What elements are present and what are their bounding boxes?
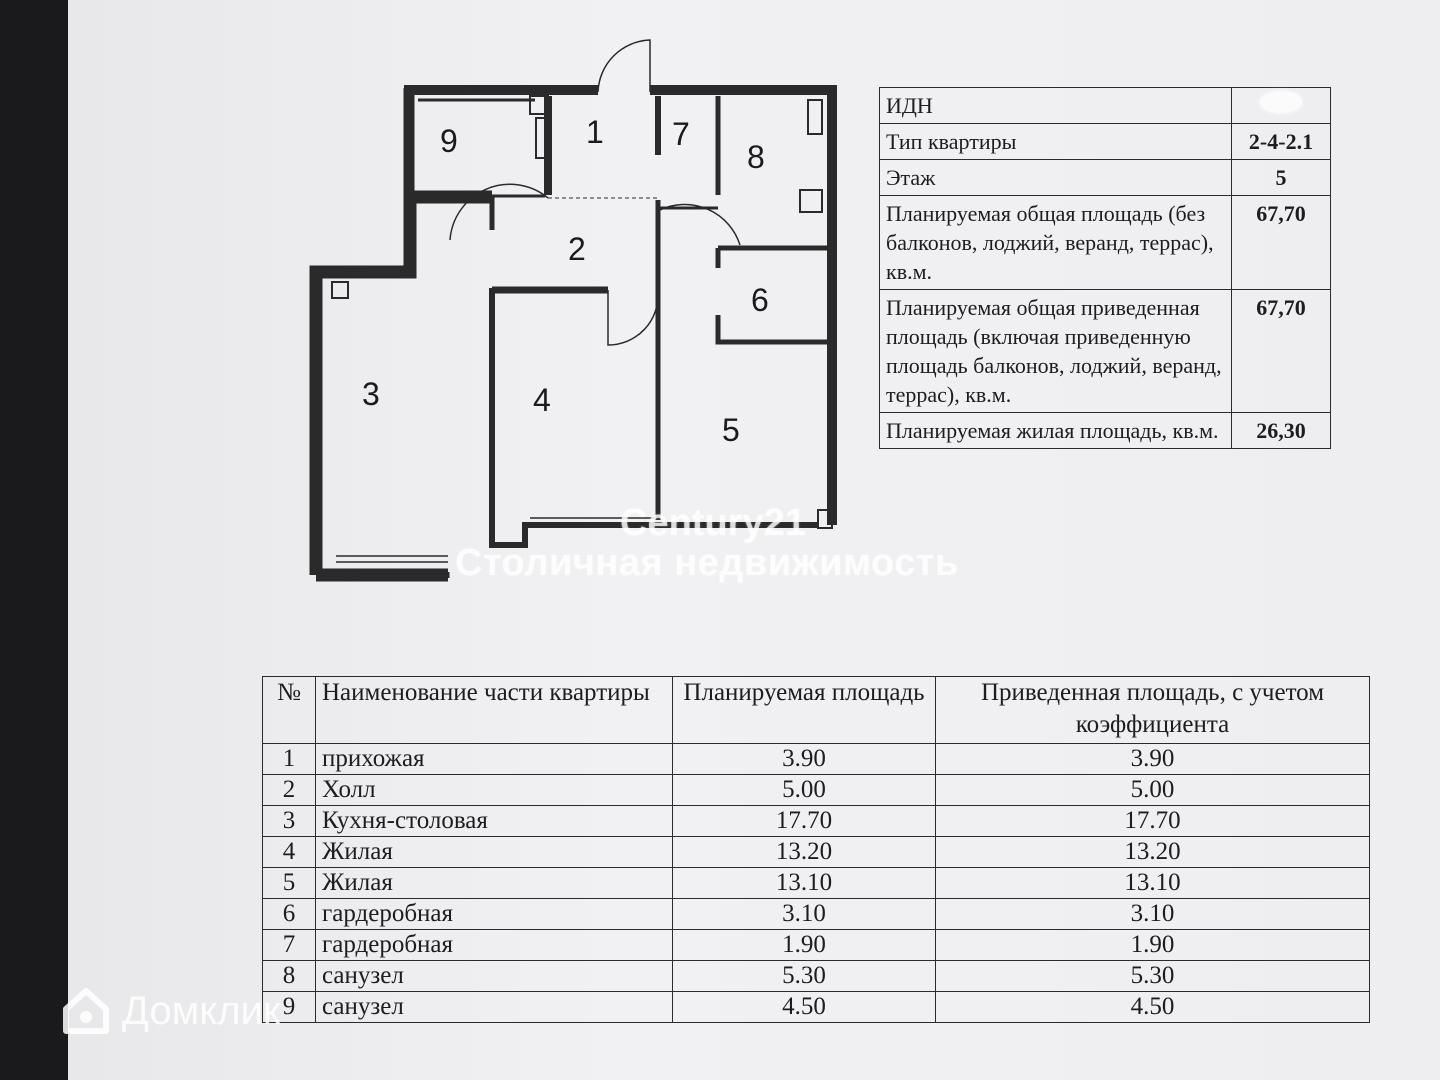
info-value: 2-4-2.1 xyxy=(1232,124,1331,160)
info-label: Планируемая жилая площадь, кв.м. xyxy=(880,413,1232,449)
info-label: Планируемая общая площадь (без балконов, лоджий, веранд, террас), кв.м. xyxy=(880,196,1232,290)
room-name: гардеробная xyxy=(316,899,673,930)
house-icon xyxy=(60,985,112,1037)
table-row xyxy=(263,744,1370,775)
room-name: гардеробная xyxy=(316,930,673,961)
info-label: Планируемая общая приведенная площадь (включая приведенную площадь балконов, лоджий, веранд, террас), кв.м. xyxy=(880,290,1232,413)
info-value xyxy=(1232,88,1331,124)
room-name: санузел xyxy=(316,961,673,992)
planned-area: 17.70 xyxy=(673,806,936,837)
reduced-area: 13.10 xyxy=(936,868,1370,899)
table-row xyxy=(263,837,1370,868)
planned-area: 13.20 xyxy=(673,837,936,868)
row-number: 8 xyxy=(263,961,316,992)
century21-watermark: Century21 xyxy=(620,502,806,544)
info-row xyxy=(880,88,1331,124)
header-number: № xyxy=(263,677,316,744)
reduced-area: 5.30 xyxy=(936,961,1370,992)
info-value: 26,30 xyxy=(1232,413,1331,449)
header-name: Наименование части квартиры xyxy=(316,677,673,744)
reduced-area: 4.50 xyxy=(936,992,1370,1023)
room-name: Жилая xyxy=(316,868,673,899)
table-row xyxy=(263,930,1370,961)
row-number: 1 xyxy=(263,744,316,775)
rooms-table xyxy=(262,676,1370,1023)
table-row xyxy=(263,992,1370,1023)
reduced-area: 3.10 xyxy=(936,899,1370,930)
redaction-mark xyxy=(1260,91,1302,113)
planned-area: 5.30 xyxy=(673,961,936,992)
row-number: 4 xyxy=(263,837,316,868)
row-number: 6 xyxy=(263,899,316,930)
info-row xyxy=(880,413,1331,449)
rooms-table-header xyxy=(263,677,1370,744)
agency-watermark: Столичная недвижимость xyxy=(455,542,959,584)
info-value: 5 xyxy=(1232,160,1331,196)
info-row xyxy=(880,196,1331,290)
planned-area: 3.90 xyxy=(673,744,936,775)
apartment-info-table xyxy=(879,87,1331,449)
header-reduced-area: Приведенная площадь, с учетом коэффициента xyxy=(936,677,1370,744)
table-row xyxy=(263,806,1370,837)
table-row xyxy=(263,775,1370,806)
row-number: 3 xyxy=(263,806,316,837)
planned-area: 3.10 xyxy=(673,899,936,930)
info-label: Тип квартиры xyxy=(880,124,1232,160)
room-label-4: 4 xyxy=(533,382,551,418)
row-number: 2 xyxy=(263,775,316,806)
planned-area: 1.90 xyxy=(673,930,936,961)
info-label: Этаж xyxy=(880,160,1232,196)
reduced-area: 5.00 xyxy=(936,775,1370,806)
row-number: 7 xyxy=(263,930,316,961)
table-row xyxy=(263,899,1370,930)
planned-area: 5.00 xyxy=(673,775,936,806)
room-label-6: 6 xyxy=(751,282,769,318)
reduced-area: 1.90 xyxy=(936,930,1370,961)
info-row xyxy=(880,124,1331,160)
info-row xyxy=(880,290,1331,413)
info-value: 67,70 xyxy=(1232,196,1331,290)
room-label-8: 8 xyxy=(747,139,765,175)
row-number: 9 xyxy=(263,992,316,1023)
room-name: Жилая xyxy=(316,837,673,868)
info-label: ИДН xyxy=(880,88,1232,124)
rooms-table-body xyxy=(263,744,1370,1023)
room-label-3: 3 xyxy=(362,376,380,412)
planned-area: 4.50 xyxy=(673,992,936,1023)
header-planned-area: Планируемая площадь xyxy=(673,677,936,744)
reduced-area: 3.90 xyxy=(936,744,1370,775)
reduced-area: 13.20 xyxy=(936,837,1370,868)
room-label-5: 5 xyxy=(722,412,740,448)
room-name: санузел xyxy=(316,992,673,1023)
room-label-7: 7 xyxy=(672,116,690,152)
domclick-watermark xyxy=(60,985,280,1037)
room-name: Холл xyxy=(316,775,673,806)
row-number: 5 xyxy=(263,868,316,899)
domclick-label: Домклик xyxy=(122,988,281,1033)
room-label-1: 1 xyxy=(586,114,604,150)
room-name: прихожая xyxy=(316,744,673,775)
room-label-2: 2 xyxy=(568,231,586,267)
info-row xyxy=(880,160,1331,196)
room-label-9: 9 xyxy=(440,123,458,159)
reduced-area: 17.70 xyxy=(936,806,1370,837)
planned-area: 13.10 xyxy=(673,868,936,899)
table-row xyxy=(263,868,1370,899)
table-row xyxy=(263,961,1370,992)
room-name: Кухня-столовая xyxy=(316,806,673,837)
info-value: 67,70 xyxy=(1232,290,1331,413)
